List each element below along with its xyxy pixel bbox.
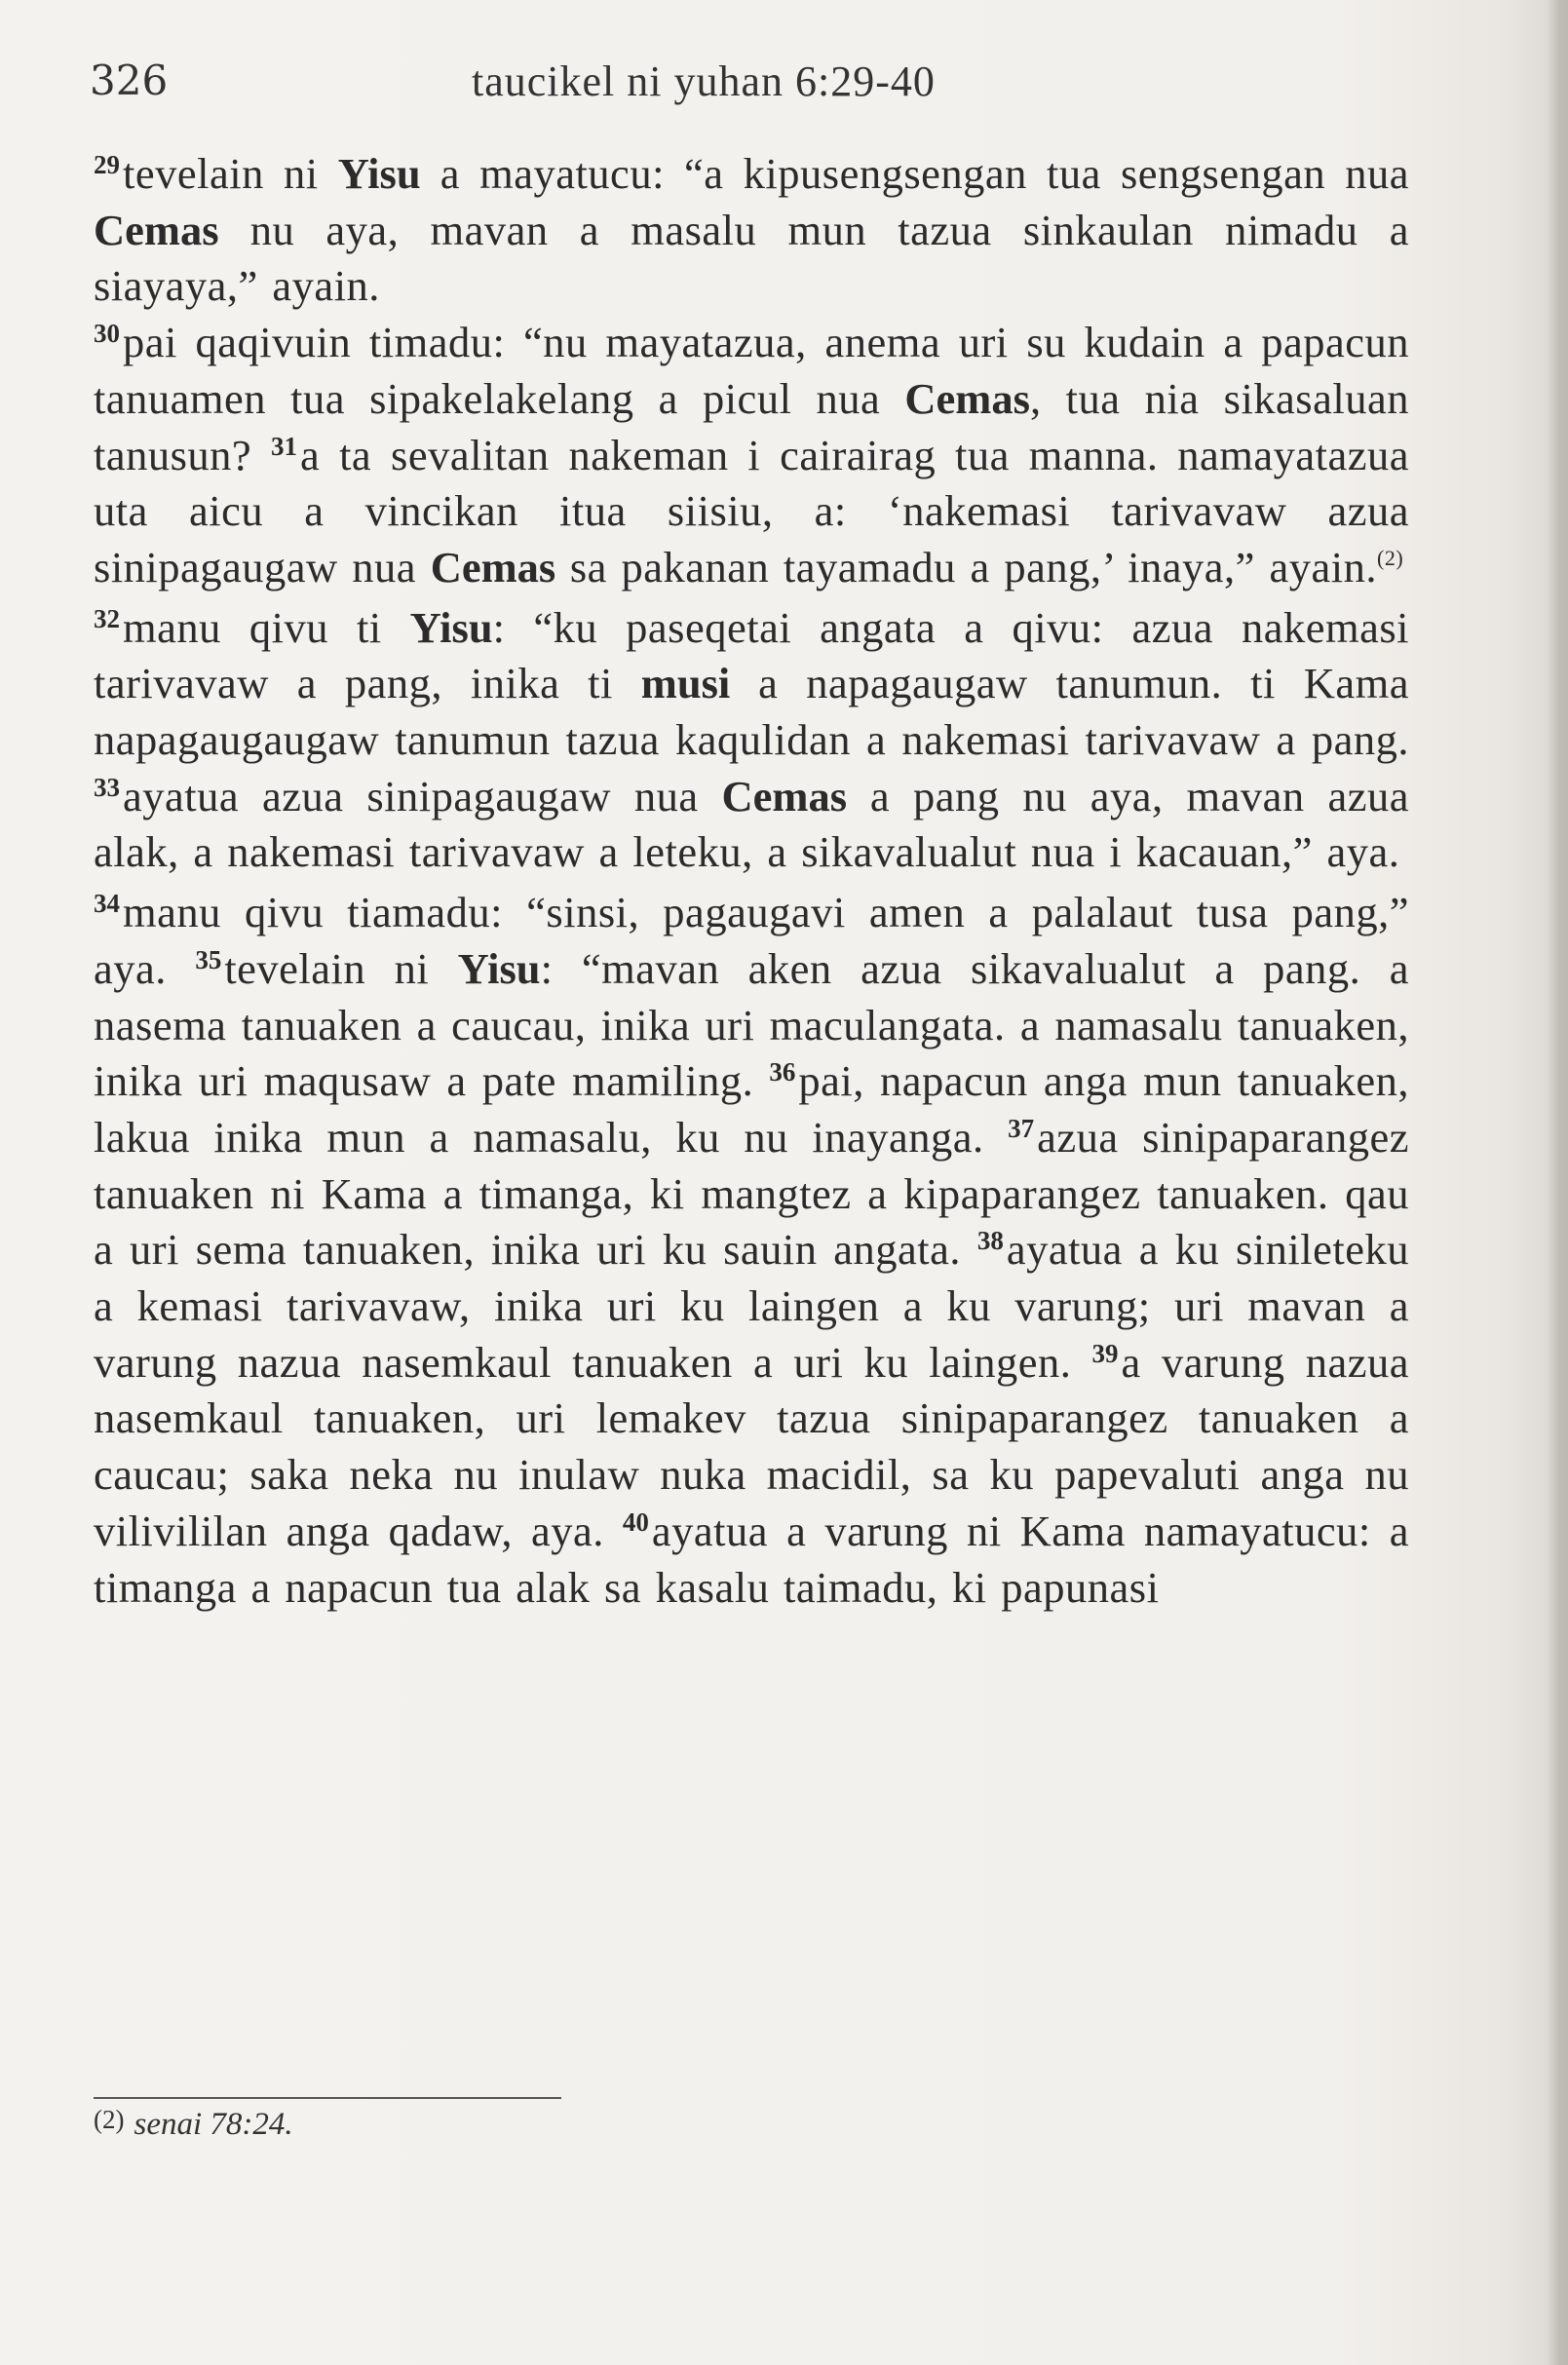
verse-text: : “mavan aken azua sikavalualut a pang. a nasema tanuaken a caucau, inika uri maculangata. a namasalu tanuaken, inika uri maqusaw a pate mamiling. xyxy=(94,943,1409,1106)
proper-name: Cemas xyxy=(904,373,1030,423)
verse-text: a pang nu aya, mavan azua alak, a nakemasi tarivavaw a leteku, a sikavalualut nua i kacauan,” aya. xyxy=(94,771,1410,877)
verse-number: 35 xyxy=(195,944,222,974)
verse-text: tevelain ni xyxy=(123,149,338,198)
verse-text: : “ku paseqetai angata a qivu: azua nakemasi tarivavaw a pang, inika ti xyxy=(94,602,1409,708)
verse-text: a varung nazua nasemkaul tanuaken, uri lemakev tazua sinipaparangez tanuaken a caucau; saka neka nu inulaw nuka macidil, sa ku papevaluti anga nu vilivililan anga qadaw, aya. xyxy=(94,1337,1409,1555)
verse-text: a ta sevalitan nakeman i cairairag tua manna. namayatazua uta aicu a vincikan itua siisiu, a: ‘nakemasi tarivavaw azua sinipagaugaw nua xyxy=(94,430,1409,591)
verse-text: pai qaqivuin timadu: “nu mayatazua, anema uri su kudain a papacun tanuamen tua sipakelakelang a picul nua xyxy=(94,318,1409,423)
verse-text: nu aya, mavan a masalu mun tazua sinkaulan nimadu a siayaya,” ayain. xyxy=(94,205,1409,311)
verse-text: ayatua a ku sinileteku a kemasi tarivavaw, inika uri ku laingen a ku varung; uri mavan a varung nazua nasemkaul tanuaken a uri ku laingen. xyxy=(94,1225,1409,1387)
verse-text: sa pakanan tayamadu a pang,’ inaya,” ayain. xyxy=(555,542,1378,591)
paragraph-32-33 xyxy=(94,600,1409,882)
verse-number: 31 xyxy=(271,431,297,461)
proper-name: Yisu xyxy=(409,602,493,652)
verse-text: manu qivu tiamadu: “sinsi, pagaugavi amen a palalaut tusa pang,” aya. xyxy=(94,888,1409,993)
verse-number: 30 xyxy=(94,319,120,349)
page-edge-shadow xyxy=(1547,0,1568,2365)
verse-number: 29 xyxy=(94,150,120,179)
footnote-text: senai 78:24. xyxy=(134,2107,293,2142)
verse-text: a napagaugaw tanumun. ti Kama napagaugaugaw tanumun tazua kaqulidan a nakemasi tarivavaw a pang. xyxy=(94,659,1409,765)
running-head: taucikel ni yuhan 6:29-40 xyxy=(472,57,936,105)
proper-name: Cemas xyxy=(430,542,556,591)
page-number: 326 xyxy=(90,57,169,104)
verse-text: , tua nia sikasaluan tanusun? xyxy=(94,373,1409,479)
footnote-label: (2) xyxy=(94,2105,125,2134)
footnote-reference[interactable]: (2) xyxy=(1377,545,1404,570)
verse-text: ayatua azua sinipagaugaw nua xyxy=(123,771,722,820)
verse-number: 39 xyxy=(1091,1338,1119,1368)
verse-text: ayatua a varung ni Kama namayatucu: a timanga a napacun tua alak sa kasalu taimadu, ki papunasi xyxy=(94,1506,1409,1612)
proper-name: Cemas xyxy=(94,205,219,254)
verse-number: 40 xyxy=(622,1507,649,1537)
verse-text: pai, napacun anga mun tanuaken, lakua inika mun a namasalu, ku nu inayanga. xyxy=(94,1056,1409,1162)
verse-number: 37 xyxy=(1008,1113,1035,1143)
verse-number: 34 xyxy=(94,889,120,919)
footnote-divider xyxy=(94,2097,561,2099)
footnote xyxy=(94,2105,293,2143)
verse-number: 38 xyxy=(976,1226,1004,1256)
verse-text: a mayatucu: “a kipusengsengan tua sengsengan nua xyxy=(420,149,1409,198)
verse-number: 33 xyxy=(94,772,120,802)
paragraph-29-31 xyxy=(94,146,1409,596)
verse-number: 32 xyxy=(94,603,120,633)
proper-name: Yisu xyxy=(337,149,421,198)
verse-text: tevelain ni xyxy=(224,943,458,993)
proper-name: Cemas xyxy=(721,771,848,820)
proper-name: musi xyxy=(640,659,731,708)
verse-text: azua sinipaparangez tanuaken ni Kama a timanga, ki mangtez a kipaparangez tanuaken. qau a uri sema tanuaken, inika uri ku sauin angata. xyxy=(94,1112,1409,1275)
verse-text: manu qivu ti xyxy=(123,602,410,652)
page-header xyxy=(90,57,1415,125)
paragraph-34-40 xyxy=(94,885,1409,1616)
proper-name: Yisu xyxy=(457,943,541,993)
verse-number: 36 xyxy=(769,1057,796,1087)
scripture-text xyxy=(94,146,1409,1616)
